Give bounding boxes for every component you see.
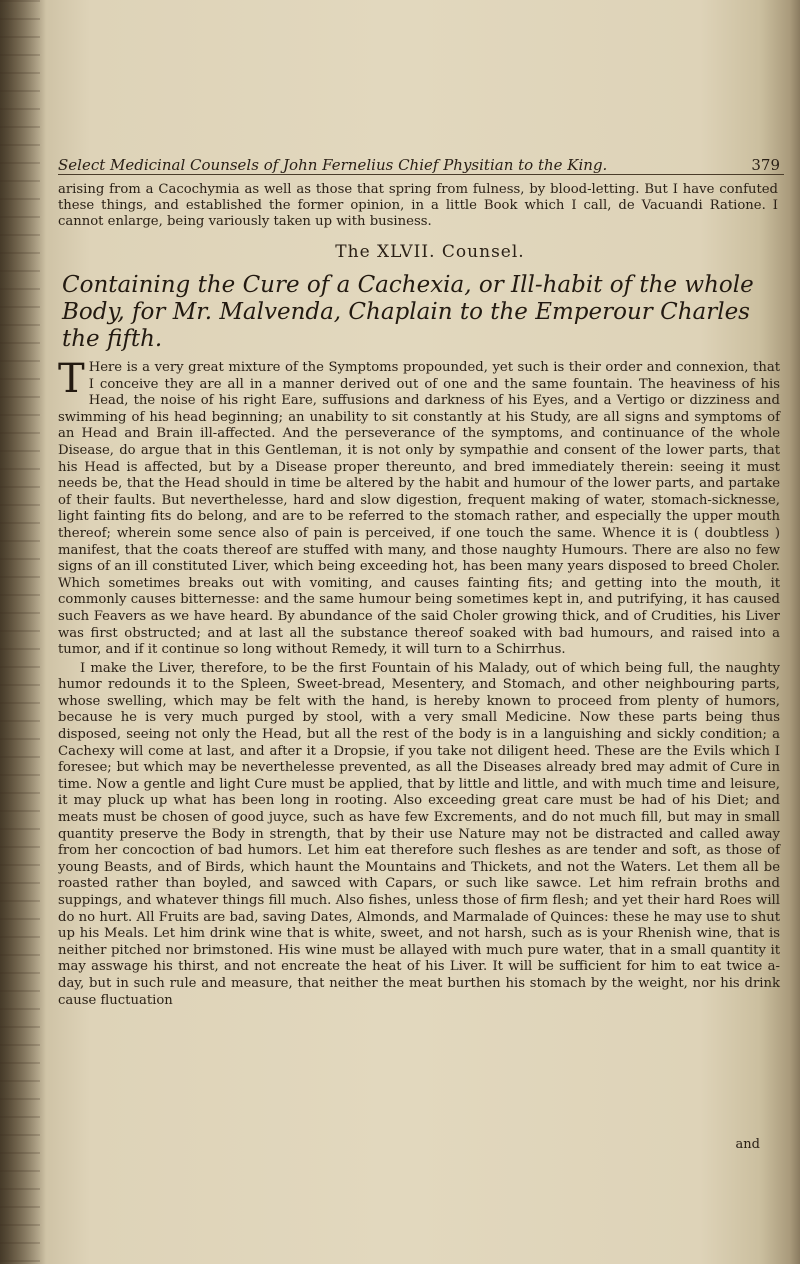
- drop-cap: T: [58, 356, 85, 402]
- running-head-title: Select Medicinal Counsels of John Fernelius Chief Physitian to the King.: [58, 156, 608, 174]
- paragraph-1: [58, 356, 780, 659]
- running-head: [58, 150, 784, 175]
- catchword: and: [735, 1137, 760, 1152]
- paragraph-1-text: Here is a very great mixture of the Symptoms propounded, yet such is their order and connexion, that I conceive they are all in a manner derived out of one and the same fountain. The heaviness of his Head, the noise of his right Eare, suffusions and darkness of his Eyes, and a Vertigo or dizziness and swimming of his head beginning; an unability to sit constantly at his Study, are all signs and symptoms of an Head and Brain ill-affected. And the perseverance of the symptoms, and continuance of the whole Disease, do argue that in this Gentleman, it is not only by sympathie and consent of the lower parts, that his Head is affected, but by a Disease proper thereunto, and bred immediately therein: seeing it must needs be, that the Head should in time be altered by the habit and humour of the lower parts, and partake of their faults. But neverthelesse, hard and slow digestion, frequent making of water, stomach-sicknesse, light fainting fits do belong, and are to be referred to the stomach rather, and especially the upper mouth thereof; wherein some sence also of pain is perceived, if one touch the same. Whence it is ( doubtless ) manifest, that the coats thereof are stuffed with many, and those naughty Humours. There are also no few signs of an ill constituted Liver, which being exceeding hot, has been many years disposed to breed Choler. Which sometimes breaks out with vomiting, and causes fainting fits; and getting into the mouth, it commonly causes bitternesse: and the same humour being sometimes kept in, and putrifying, it has caused such Feavers as we have heard. By abundance of the said Choler growing thick, and of Crudities, his Liver was first obstructed; and at last all the substance thereof soaked with bad humours, and raised into a tumor, and if it continue so long without Remedy, it will turn to a Schirrhus.: [58, 360, 780, 658]
- chapter-heading: Containing the Cure of a Cachexia, or Ill-habit of the whole Body, for Mr. Malvenda, Chaplain to the Emperour Charles the fifth.: [62, 272, 754, 352]
- intro-paragraph: arising from a Cacochymia as well as those that spring from fulness, by blood-letting. But I have confuted these things, and established the former opinion, in a little Book which I call, de Vacuandi Ratione. I cannot enlarge, being variously taken up with business.: [58, 182, 778, 229]
- paragraph-2: I make the Liver, therefore, to be the first Fountain of his Malady, out of which being full, the naughty humor redounds it to the Spleen, Sweet-bread, Mesentery, and Stomach, and other neighbouring parts, whose swelling, which may be felt with the hand, is hereby known to proceed from plenty of humors, because he is very much purged by stool, with a very small Medicine. Now these parts being thus disposed, seeing not only the Head, but all the rest of the body is in a languishing and sickly condition; a Cachexy will come at last, and after it a Dropsie, if you take not diligent heed. These are the Evils which I foresee; but which may be neverthelesse prevented, as all the Diseases already bred may admit of Cure in time. Now a gentle and light Cure must be applied, that by little and little, and with much time and leisure, it may pluck up what has been long in rooting. Also exceeding great care must be had of his Diet; and meats must be chosen of good juyce, such as have few Excrements, and do not much fill, but may in small quantity preserve the Body in strength, that by their use Nature may not be distracted and called away from her concoction of bad humors. Let him eat therefore such fleshes as are tender and soft, as those of young Beasts, and of Birds, which haunt the Mountains and Thickets, and not the Waters. Let them all be roasted rather than boyled, and sawced with Capars, or such like sawce. Let him refrain broths and suppings, and whatever things fill much. Also fishes, unless those of firm flesh; and yet their hard Roes will do no hurt. All Fruits are bad, saving Dates, Almonds, and Marmalade of Quinces: these he may use to shut up his Meals. Let him drink wine that is white, sweet, and not harsh, such as is your Rhenish wine, that is neither pitched nor brimstoned. His wine must be allayed with much pure water, that in a small quantity it may asswage his thirst, and not encreate the heat of his Liver. It will be sufficient for him to eat twice a-day, but in such rule and measure, that neither the meat burthen his stomach by the weight, nor his drink cause fluctuation: [58, 660, 780, 1008]
- page-number: 379: [751, 156, 780, 174]
- facing-page-bleed: [0, 0, 40, 1264]
- body-text: [58, 356, 780, 1009]
- counsel-title: The XLVII. Counsel.: [335, 242, 525, 262]
